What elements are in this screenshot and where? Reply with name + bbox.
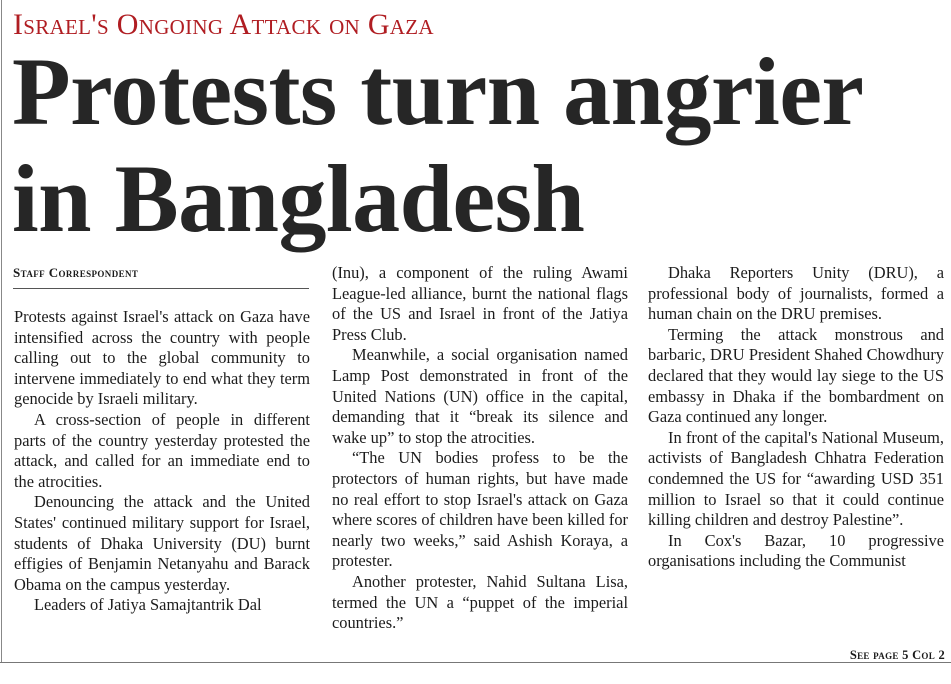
paragraph: In Cox's Bazar, 10 progressive organisations including the Communist	[648, 530, 944, 571]
paragraph: Leaders of Jatiya Samajtantrik Dal	[34, 595, 262, 615]
column-3	[648, 263, 944, 572]
column-1	[14, 307, 310, 616]
byline-rule	[13, 288, 309, 289]
headline-line-1: Protests turn angrier	[12, 38, 864, 145]
paragraph: Protests against Israel's attack on Gaza have intensified across the country with people calling out to the global community to intervene immediately to end what they term genocide by Israeli military.	[14, 307, 310, 409]
paragraph: Denouncing the attack and the United States' continued military support for Israel, students of Dhaka University (DU) burnt effigies of Benjamin Netanyahu and Barack Obama on the campus yesterday.	[14, 492, 310, 594]
column-2	[332, 263, 628, 634]
paragraph: Terming the attack monstrous and barbaric, DRU President Shahed Chowdhury declared that they would lay siege to the US embassy in Dhaka if the bombardment on Gaza continued any longer.	[648, 324, 944, 427]
kicker: Israel's Ongoing Attack on Gaza	[13, 8, 434, 41]
paragraph: (Inu), a component of the ruling Awami League-led alliance, burnt the national flags of the US and Israel in front of the Jatiya Press Club.	[332, 263, 628, 344]
bottom-border-rule	[0, 662, 951, 663]
paragraph: Another protester, Nahid Sultana Lisa, termed the UN a “puppet of the imperial countries.”	[332, 571, 628, 633]
continuation-note: See page 5 Col 2	[849, 648, 945, 662]
headline	[12, 38, 947, 252]
byline: Staff Correspondent	[13, 265, 139, 280]
headline-line-2: in Bangladesh	[12, 145, 585, 252]
paragraph: A cross-section of people in different parts of the country yesterday protested the attack, and called for an immediate end to the atrocities.	[14, 409, 310, 491]
paragraph: Meanwhile, a social organisation named Lamp Post demonstrated in front of the United Nations (UN) office in the capital, demanding that it “break its silence and wake up” to stop the atrocities.	[332, 345, 628, 447]
paragraph: “The UN bodies profess to be the protectors of human rights, but have made no real effort to stop Israel's attack on Gaza where scores of children have been killed for nearly two weeks,” said Ashish Koraya, a protester.	[332, 448, 628, 571]
left-border-rule	[1, 0, 2, 662]
paragraph: In front of the capital's National Museum, activists of Bangladesh Chhatra Federation condemned the US for “awarding USD 351 million to Israel so that it could continue killing children and destroy Palestine”.	[648, 427, 944, 530]
paragraph: Dhaka Reporters Unity (DRU), a professional body of journalists, formed a human chain on the DRU premises.	[648, 263, 944, 324]
